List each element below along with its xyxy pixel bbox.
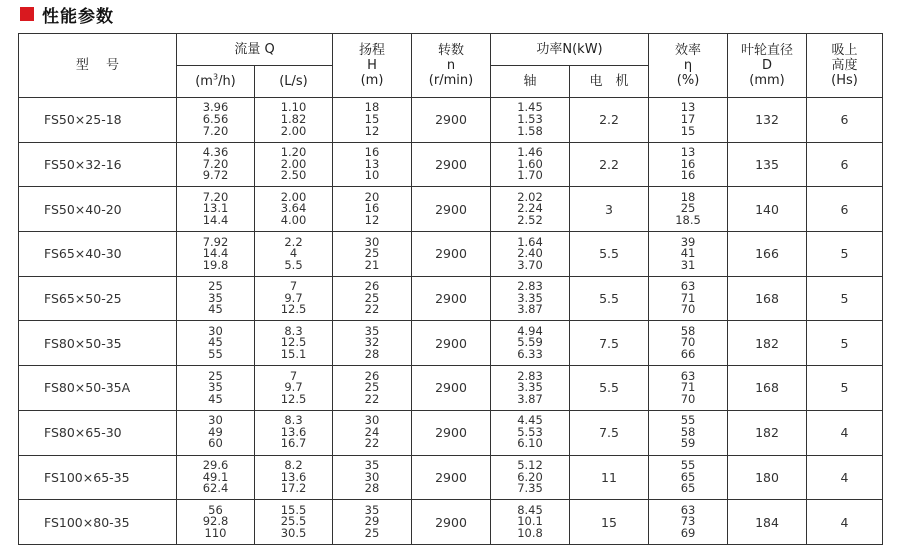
header-imp-unit: (mm): [749, 73, 785, 88]
shaft-power-cell-value: 1.45: [517, 100, 543, 115]
motor-power-cell: 3: [570, 187, 649, 232]
flow-ls-cell-value: 12.5: [280, 335, 307, 350]
flow-m3h-cell-value: 30: [208, 323, 223, 338]
shaft-power-cell-value: 6.33: [517, 347, 543, 362]
flow-ls-cell-value: 12.5: [280, 391, 307, 406]
head-cell-value: 30: [364, 413, 380, 428]
speed-cell: 2900: [412, 232, 491, 277]
table-row: [19, 410, 883, 455]
impeller-cell: 168: [728, 366, 807, 411]
speed-cell: 2900: [412, 276, 491, 321]
header-power-shaft: 轴: [491, 66, 570, 98]
shaft-power-cell: [491, 276, 570, 321]
motor-power-cell: 7.5: [570, 410, 649, 455]
speed-cell: 2900: [412, 98, 491, 143]
shaft-power-cell-value: 5.53: [517, 424, 543, 439]
flow-m3h-cell-value: 35: [208, 380, 223, 395]
flow-m3h-cell-value: 3.96: [202, 100, 229, 115]
impeller-cell: 180: [728, 455, 807, 500]
impeller-cell: 168: [728, 276, 807, 321]
table-row: [19, 500, 883, 545]
flow-ls-cell-value: 8.3: [284, 413, 303, 428]
flow-m3h-cell-value: 7.92: [202, 234, 229, 249]
efficiency-cell-value: 71: [680, 290, 696, 305]
flow-ls-cell-value: 17.2: [280, 481, 307, 496]
flow-ls-cell-value: 2.2: [284, 234, 303, 249]
header-head: [333, 34, 412, 98]
suction-cell: 5: [807, 276, 883, 321]
flow-ls-cell: [255, 500, 333, 545]
model-cell: FS80×50-35A: [19, 366, 177, 411]
header-speed-symbol: n: [446, 58, 456, 73]
shaft-power-cell-value: 2.83: [517, 279, 543, 294]
head-cell-value: 30: [364, 234, 380, 249]
model-cell: FS100×65-35: [19, 455, 177, 500]
flow-m3h-cell-value: 30: [208, 413, 223, 428]
header-speed-unit: (r/min): [428, 73, 474, 88]
shaft-power-cell: [491, 455, 570, 500]
shaft-power-cell-value: 5.12: [517, 457, 543, 472]
efficiency-cell-value: 58: [680, 424, 696, 439]
head-cell-value: 16: [364, 201, 380, 216]
head-cell-value: 26: [364, 368, 380, 383]
flow-m3h-cell: [177, 366, 255, 411]
flow-ls-cell-value: 1.82: [280, 112, 307, 127]
flow-m3h-cell-value: 49.1: [202, 469, 229, 484]
impeller-cell: 182: [728, 410, 807, 455]
flow-m3h-cell-value: 25: [208, 279, 223, 294]
table-row: [19, 232, 883, 277]
efficiency-cell-value: 18.5: [675, 213, 701, 228]
head-cell: [333, 500, 412, 545]
shaft-power-cell-value: 1.53: [517, 112, 543, 127]
efficiency-cell-value: 70: [680, 335, 696, 350]
efficiency-cell-value: 70: [680, 302, 696, 317]
efficiency-cell-value: 63: [680, 502, 696, 517]
efficiency-cell-value: 70: [680, 391, 696, 406]
shaft-power-cell-value: 4.94: [517, 323, 543, 338]
header-flow-ls: (L/s): [255, 66, 333, 98]
header-head-symbol: H: [367, 58, 377, 73]
flow-m3h-cell-value: 13.1: [202, 201, 229, 216]
shaft-power-cell-value: 1.46: [517, 145, 543, 160]
flow-m3h-cell: [177, 321, 255, 366]
flow-ls-cell-value: 4.00: [280, 213, 307, 228]
header-suc-title2: 高度: [831, 58, 858, 73]
flow-m3h-cell-value: 110: [204, 525, 227, 540]
head-cell-value: 35: [364, 323, 380, 338]
head-cell-value: 15: [364, 112, 380, 127]
flow-ls-cell-value: 30.5: [280, 525, 307, 540]
shaft-power-cell-value: 2.02: [517, 189, 543, 204]
flow-ls-cell-value: 4: [289, 246, 298, 261]
flow-ls-cell-value: 8.2: [284, 457, 303, 472]
motor-power-cell: 15: [570, 500, 649, 545]
efficiency-cell-value: 17: [680, 112, 696, 127]
head-cell-value: 21: [364, 257, 380, 272]
header-eff-symbol: η: [683, 58, 693, 73]
head-cell-value: 28: [364, 481, 380, 496]
flow-m3h-cell-value: 45: [208, 302, 223, 317]
header-flow-m3h: $(m^3/h)$: [177, 66, 255, 98]
shaft-power-cell: [491, 187, 570, 232]
flow-ls-cell-value: 1.10: [280, 100, 307, 115]
head-cell-value: 22: [364, 436, 380, 451]
efficiency-cell-value: 55: [680, 413, 696, 428]
flow-m3h-cell-value: 25: [208, 368, 223, 383]
impeller-cell: 182: [728, 321, 807, 366]
efficiency-cell-value: 73: [680, 514, 696, 529]
flow-m3h-cell: [177, 410, 255, 455]
efficiency-cell-value: 15: [680, 123, 696, 138]
flow-m3h-cell-value: 56: [208, 502, 223, 517]
shaft-power-cell-value: 3.87: [517, 302, 543, 317]
efficiency-cell-value: 25: [680, 201, 696, 216]
head-cell-value: 24: [364, 424, 380, 439]
flow-m3h-cell-value: 62.4: [202, 481, 229, 496]
suction-cell: 6: [807, 187, 883, 232]
flow-m3h-cell-value: 35: [208, 290, 223, 305]
head-cell-value: 18: [364, 100, 380, 115]
flow-m3h-cell-value: 60: [208, 436, 223, 451]
shaft-power-cell-value: 1.60: [517, 156, 543, 171]
shaft-power-cell-value: 6.20: [517, 469, 543, 484]
motor-power-cell: 2.2: [570, 98, 649, 143]
head-cell-value: 35: [364, 457, 380, 472]
head-cell-value: 16: [364, 145, 380, 160]
speed-cell: 2900: [412, 500, 491, 545]
head-cell: [333, 455, 412, 500]
table-row: [19, 366, 883, 411]
flow-ls-cell-value: 1.20: [280, 145, 307, 160]
model-cell: FS50×40-20: [19, 187, 177, 232]
table-row: [19, 142, 883, 187]
flow-m3h-cell-value: 45: [208, 335, 223, 350]
flow-m3h-cell-value: 55: [208, 347, 223, 362]
shaft-power-cell-value: 3.35: [517, 290, 543, 305]
flow-ls-cell: [255, 366, 333, 411]
table-row: [19, 276, 883, 321]
speed-cell: 2900: [412, 142, 491, 187]
head-cell-value: 25: [364, 290, 380, 305]
head-cell: [333, 321, 412, 366]
head-cell-value: 35: [364, 502, 380, 517]
flow-ls-cell-value: 15.5: [280, 502, 307, 517]
flow-m3h-cell-value: 7.20: [202, 189, 229, 204]
shaft-power-cell-value: 2.83: [517, 368, 543, 383]
speed-cell: 2900: [412, 366, 491, 411]
head-cell-value: 12: [364, 123, 380, 138]
flow-ls-cell-value: 3.64: [280, 201, 307, 216]
efficiency-cell-value: 59: [680, 436, 696, 451]
efficiency-cell-value: 16: [680, 168, 696, 183]
shaft-power-cell-value: 2.40: [517, 246, 543, 261]
model-cell: FS80×65-30: [19, 410, 177, 455]
impeller-cell: 184: [728, 500, 807, 545]
flow-ls-cell-value: 9.7: [284, 290, 303, 305]
flow-m3h-cell-value: 29.6: [202, 457, 229, 472]
shaft-power-cell-value: 10.1: [517, 514, 543, 529]
suction-cell: 4: [807, 455, 883, 500]
shaft-power-cell-value: 3.70: [517, 257, 543, 272]
efficiency-cell-value: 63: [680, 368, 696, 383]
head-cell-value: 25: [364, 380, 380, 395]
efficiency-cell: [649, 142, 728, 187]
efficiency-cell-value: 13: [680, 100, 696, 115]
flow-ls-cell: [255, 142, 333, 187]
motor-power-cell: 5.5: [570, 232, 649, 277]
flow-m3h-cell-value: 19.8: [202, 257, 229, 272]
head-cell-value: 25: [364, 525, 380, 540]
flow-ls-cell-value: 2.00: [280, 123, 307, 138]
flow-m3h-cell: [177, 232, 255, 277]
head-cell-value: 25: [364, 246, 380, 261]
impeller-cell: 140: [728, 187, 807, 232]
head-cell-value: 32: [364, 335, 380, 350]
header-speed-title: 转数: [437, 43, 464, 58]
flow-m3h-cell-value: 49: [208, 424, 223, 439]
flow-ls-cell: [255, 410, 333, 455]
flow-m3h-cell: [177, 142, 255, 187]
flow-ls-cell: [255, 187, 333, 232]
model-cell: FS65×40-30: [19, 232, 177, 277]
shaft-power-cell: [491, 142, 570, 187]
flow-m3h-cell: [177, 98, 255, 143]
motor-power-cell: 2.2: [570, 142, 649, 187]
flow-ls-cell-value: 2.50: [280, 168, 307, 183]
suction-cell: 6: [807, 142, 883, 187]
efficiency-cell-value: 71: [680, 380, 696, 395]
speed-cell: 2900: [412, 187, 491, 232]
section-header: [20, 4, 114, 27]
header-imp-title: 叶轮直径: [741, 43, 794, 58]
table-row: [19, 187, 883, 232]
head-cell: [333, 142, 412, 187]
shaft-power-cell: [491, 366, 570, 411]
shaft-power-cell-value: 3.35: [517, 380, 543, 395]
shaft-power-cell-value: 2.24: [517, 201, 543, 216]
efficiency-cell-value: 39: [680, 234, 696, 249]
model-cell: FS100×80-35: [19, 500, 177, 545]
header-head-unit: (m): [360, 73, 384, 88]
flow-ls-cell-value: 7: [289, 279, 298, 294]
table-row: [19, 321, 883, 366]
header-imp-symbol: D: [762, 58, 773, 73]
flow-m3h-cell-value: 4.36: [202, 145, 229, 160]
flow-m3h-cell: [177, 276, 255, 321]
efficiency-cell: [649, 500, 728, 545]
flow-m3h-cell-value: 45: [208, 391, 223, 406]
motor-power-cell: 7.5: [570, 321, 649, 366]
head-cell: [333, 98, 412, 143]
efficiency-cell: [649, 366, 728, 411]
suction-cell: 4: [807, 410, 883, 455]
shaft-power-cell-value: 7.35: [517, 481, 543, 496]
efficiency-cell-value: 63: [680, 279, 696, 294]
efficiency-cell-value: 69: [680, 525, 696, 540]
shaft-power-cell-value: 1.70: [517, 168, 543, 183]
efficiency-cell-value: 16: [680, 156, 696, 171]
header-model: 型 号: [19, 34, 177, 98]
head-cell-value: 29: [364, 514, 380, 529]
head-cell-value: 10: [364, 168, 380, 183]
shaft-power-cell-value: 5.59: [517, 335, 543, 350]
table-row: [19, 455, 883, 500]
flow-ls-cell-value: 9.7: [284, 380, 303, 395]
table-row: [19, 98, 883, 143]
suction-cell: 4: [807, 500, 883, 545]
efficiency-cell-value: 55: [680, 457, 696, 472]
flow-ls-cell-value: 5.5: [284, 257, 303, 272]
shaft-power-cell: [491, 410, 570, 455]
suction-cell: 5: [807, 321, 883, 366]
shaft-power-cell: [491, 321, 570, 366]
shaft-power-cell-value: 8.45: [517, 502, 543, 517]
header-head-title: 扬程: [358, 43, 385, 58]
shaft-power-cell-value: 2.52: [517, 213, 543, 228]
efficiency-cell: [649, 276, 728, 321]
head-cell-value: 22: [364, 391, 380, 406]
flow-ls-cell-value: 12.5: [280, 302, 307, 317]
head-cell-value: 28: [364, 347, 380, 362]
head-cell: [333, 276, 412, 321]
flow-ls-cell: [255, 321, 333, 366]
shaft-power-cell-value: 6.10: [517, 436, 543, 451]
flow-ls-cell-value: 16.7: [280, 436, 307, 451]
impeller-cell: 132: [728, 98, 807, 143]
flow-ls-cell-value: 13.6: [280, 469, 307, 484]
flow-ls-cell-value: 15.1: [280, 347, 307, 362]
flow-m3h-cell-value: 92.8: [202, 514, 229, 529]
efficiency-cell-value: 66: [680, 347, 696, 362]
header-suction: [807, 34, 883, 98]
shaft-power-cell-value: 10.8: [517, 525, 543, 540]
head-cell-value: 20: [364, 189, 380, 204]
flow-m3h-cell-value: 9.72: [202, 168, 229, 183]
suction-cell: 5: [807, 366, 883, 411]
model-cell: FS65×50-25: [19, 276, 177, 321]
speed-cell: 2900: [412, 455, 491, 500]
header-suc-title: 吸上: [831, 43, 858, 58]
efficiency-cell: [649, 187, 728, 232]
efficiency-cell: [649, 98, 728, 143]
header-eff-unit: (%): [676, 73, 700, 88]
header-eff-title: 效率: [675, 43, 702, 58]
head-cell-value: 26: [364, 279, 380, 294]
red-square-icon: [20, 7, 34, 21]
flow-ls-cell-value: 2.00: [280, 156, 307, 171]
head-cell-value: 13: [364, 156, 380, 171]
head-cell: [333, 410, 412, 455]
section-title: 性能参数: [42, 6, 114, 27]
flow-m3h-cell: [177, 455, 255, 500]
shaft-power-cell: [491, 500, 570, 545]
flow-ls-cell: [255, 276, 333, 321]
header-row-1: [19, 34, 883, 66]
flow-ls-cell: [255, 232, 333, 277]
head-cell-value: 30: [364, 469, 380, 484]
efficiency-cell-value: 41: [680, 246, 696, 261]
flow-m3h-cell-value: 14.4: [202, 246, 229, 261]
performance-table: [18, 33, 883, 545]
efficiency-cell: [649, 232, 728, 277]
flow-m3h-cell-value: 7.20: [202, 156, 229, 171]
shaft-power-cell-value: 3.87: [517, 391, 543, 406]
model-cell: FS80×50-35: [19, 321, 177, 366]
head-cell-value: 22: [364, 302, 380, 317]
shaft-power-cell-value: 4.45: [517, 413, 543, 428]
flow-ls-cell: [255, 98, 333, 143]
shaft-power-cell: [491, 232, 570, 277]
suction-cell: 6: [807, 98, 883, 143]
model-cell: FS50×32-16: [19, 142, 177, 187]
flow-m3h-cell: [177, 500, 255, 545]
speed-cell: 2900: [412, 410, 491, 455]
header-power-motor: 电 机: [570, 66, 649, 98]
flow-ls-cell-value: 2.00: [280, 189, 307, 204]
shaft-power-cell-value: 1.64: [517, 234, 543, 249]
speed-cell: 2900: [412, 321, 491, 366]
shaft-power-cell-value: 1.58: [517, 123, 543, 138]
flow-m3h-cell-value: 14.4: [202, 213, 229, 228]
efficiency-cell-value: 31: [680, 257, 696, 272]
flow-m3h-cell: [177, 187, 255, 232]
efficiency-cell: [649, 321, 728, 366]
header-efficiency: [649, 34, 728, 98]
efficiency-cell-value: 13: [680, 145, 696, 160]
header-speed: [412, 34, 491, 98]
flow-ls-cell-value: 8.3: [284, 323, 303, 338]
head-cell: [333, 232, 412, 277]
flow-ls-cell-value: 13.6: [280, 424, 307, 439]
suction-cell: 5: [807, 232, 883, 277]
efficiency-cell-value: 58: [680, 323, 696, 338]
shaft-power-cell: [491, 98, 570, 143]
efficiency-cell: [649, 410, 728, 455]
efficiency-cell-value: 65: [680, 469, 696, 484]
model-cell: FS50×25-18: [19, 98, 177, 143]
motor-power-cell: 5.5: [570, 366, 649, 411]
head-cell: [333, 366, 412, 411]
motor-power-cell: 11: [570, 455, 649, 500]
header-flow: 流量 Q: [177, 34, 333, 66]
header-suc-unit: (Hs): [831, 73, 858, 88]
head-cell: [333, 187, 412, 232]
flow-m3h-cell-value: 7.20: [202, 123, 229, 138]
efficiency-cell-value: 18: [680, 189, 696, 204]
flow-m3h-cell-value: 6.56: [202, 112, 229, 127]
flow-ls-cell: [255, 455, 333, 500]
impeller-cell: 135: [728, 142, 807, 187]
impeller-cell: 166: [728, 232, 807, 277]
motor-power-cell: 5.5: [570, 276, 649, 321]
efficiency-cell-value: 65: [680, 481, 696, 496]
flow-ls-cell-value: 25.5: [280, 514, 307, 529]
efficiency-cell: [649, 455, 728, 500]
table-body: [19, 98, 883, 545]
header-power: 功率N(kW): [491, 34, 649, 66]
flow-ls-cell-value: 7: [289, 368, 298, 383]
header-impeller: [728, 34, 807, 98]
head-cell-value: 12: [364, 213, 380, 228]
